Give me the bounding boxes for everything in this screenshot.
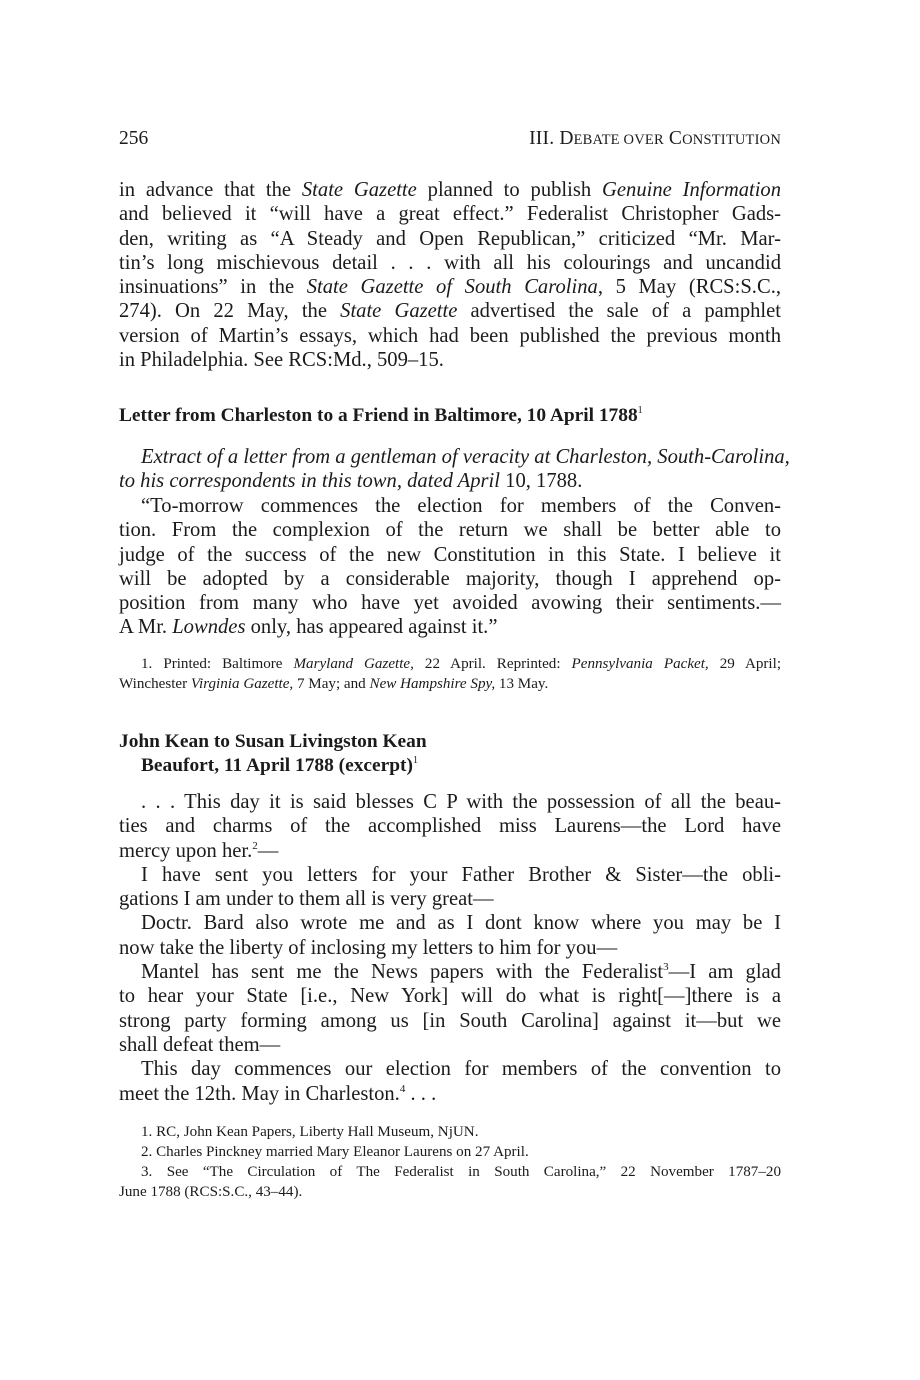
text-line: 274). On 22 May, the State Gazette advertised the sale of a pamphlet: [119, 300, 782, 323]
section-heading: John Kean to Susan Livingston Kean Beaufort, 11 April 1788 (excerpt)$^1$: [119, 731, 427, 776]
text-line: I have sent you letters for your Father Brother & Sister—the obli-: [141, 863, 781, 886]
letter-body: [119, 494, 781, 640]
text-line: meet the 12th. May in Charleston.$^4$ . . .: [119, 1082, 437, 1105]
text-line: now take the liberty of inclosing my letters to him for you—: [119, 936, 618, 959]
text-line: ties and charms of the accomplished miss Laurens—the Lord have: [119, 815, 781, 838]
text-line: den, writing as “A Steady and Open Republican,” criticized “Mr. Mar-: [119, 227, 781, 250]
text-line: mercy upon her.$^2$—: [119, 839, 279, 862]
footnote: 2. Charles Pinckney married Mary Eleanor Laurens on 27 April.: [141, 1144, 529, 1160]
text-line: version of Martin’s essays, which had been published the previous month: [119, 324, 781, 347]
footnote: 1. Printed: Baltimore Maryland Gazette, 22 April. Reprinted: Pennsylvania Packet, 29 April;: [141, 656, 782, 672]
letter-body: [119, 790, 781, 1106]
text-line: A Mr. Lowndes only, has appeared against it.”: [119, 616, 498, 639]
text-line: in advance that the State Gazette planned to publish Genuine Information: [119, 179, 782, 201]
text-line: Extract of a letter from a gentleman of veracity at Charleston, South-Carolina,: [141, 446, 790, 468]
footnote: 3. See “The Circulation of The Federalist in South Carolina,” 22 November 1787–20: [141, 1164, 781, 1180]
text-line: gations I am under to them all is very great—: [119, 888, 494, 911]
text-line: . . . This day it is said blesses C P with the possession of all the beau-: [141, 791, 781, 813]
text-line: to hear your State [i.e., New York] will do what is right[—]there is a: [119, 985, 781, 1008]
page-header: [119, 128, 781, 156]
text-line: “To-morrow commences the election for members of the Conven-: [141, 495, 781, 517]
text-line: and believed it “will have a great effect.” Federalist Christopher Gads-: [119, 203, 781, 226]
footnotes: [119, 1122, 781, 1202]
text-line: position from many who have yet avoided avowing their sentiments.—: [119, 592, 781, 615]
text-line: tion. From the complexion of the return we shall be better able to: [119, 519, 781, 542]
text-line: will be adopted by a considerable majority, though I apprehend op-: [119, 567, 781, 590]
text-line: Mantel has sent me the News papers with the Federalist$^3$—I am glad: [141, 961, 781, 984]
letter-extract-intro: [119, 445, 790, 494]
footnote: June 1788 (RCS:S.C., 43–44).: [119, 1184, 303, 1200]
footnote: Winchester Virginia Gazette, 7 May; and New Hampshire Spy, 13 May.: [119, 676, 549, 692]
page-number: 256: [119, 128, 149, 149]
footnotes: [119, 654, 781, 694]
section-heading: Letter from Charleston to a Friend in Baltimore, 10 April 1788$^1$: [119, 405, 643, 426]
text-line: to his correspondents in this town, dated April 10, 1788.: [119, 470, 583, 493]
text-line: Doctr. Bard also wrote me and as I dont know where you may be I: [141, 912, 781, 935]
text-line: judge of the success of the new Constitution in this State. I believe it: [119, 543, 781, 566]
text-line: This day commences our election for members of the convention to: [141, 1058, 781, 1081]
text-line: in Philadelphia. See RCS:Md., 509–15.: [119, 349, 444, 372]
footnote: 1. RC, John Kean Papers, Liberty Hall Museum, NjUN.: [141, 1124, 479, 1140]
intro-paragraph: [119, 178, 781, 372]
running-head: III. DEBATE OVER CONSTITUTION: [529, 128, 781, 149]
text-line: insinuations” in the State Gazette of South Carolina, 5 May (RCS:S.C.,: [119, 276, 781, 299]
text-line: shall defeat them—: [119, 1033, 281, 1056]
text-line: strong party forming among us [in South Carolina] against it—but we: [119, 1009, 781, 1032]
text-line: tin’s long mischievous detail . . . with all his colourings and uncandid: [119, 251, 781, 274]
